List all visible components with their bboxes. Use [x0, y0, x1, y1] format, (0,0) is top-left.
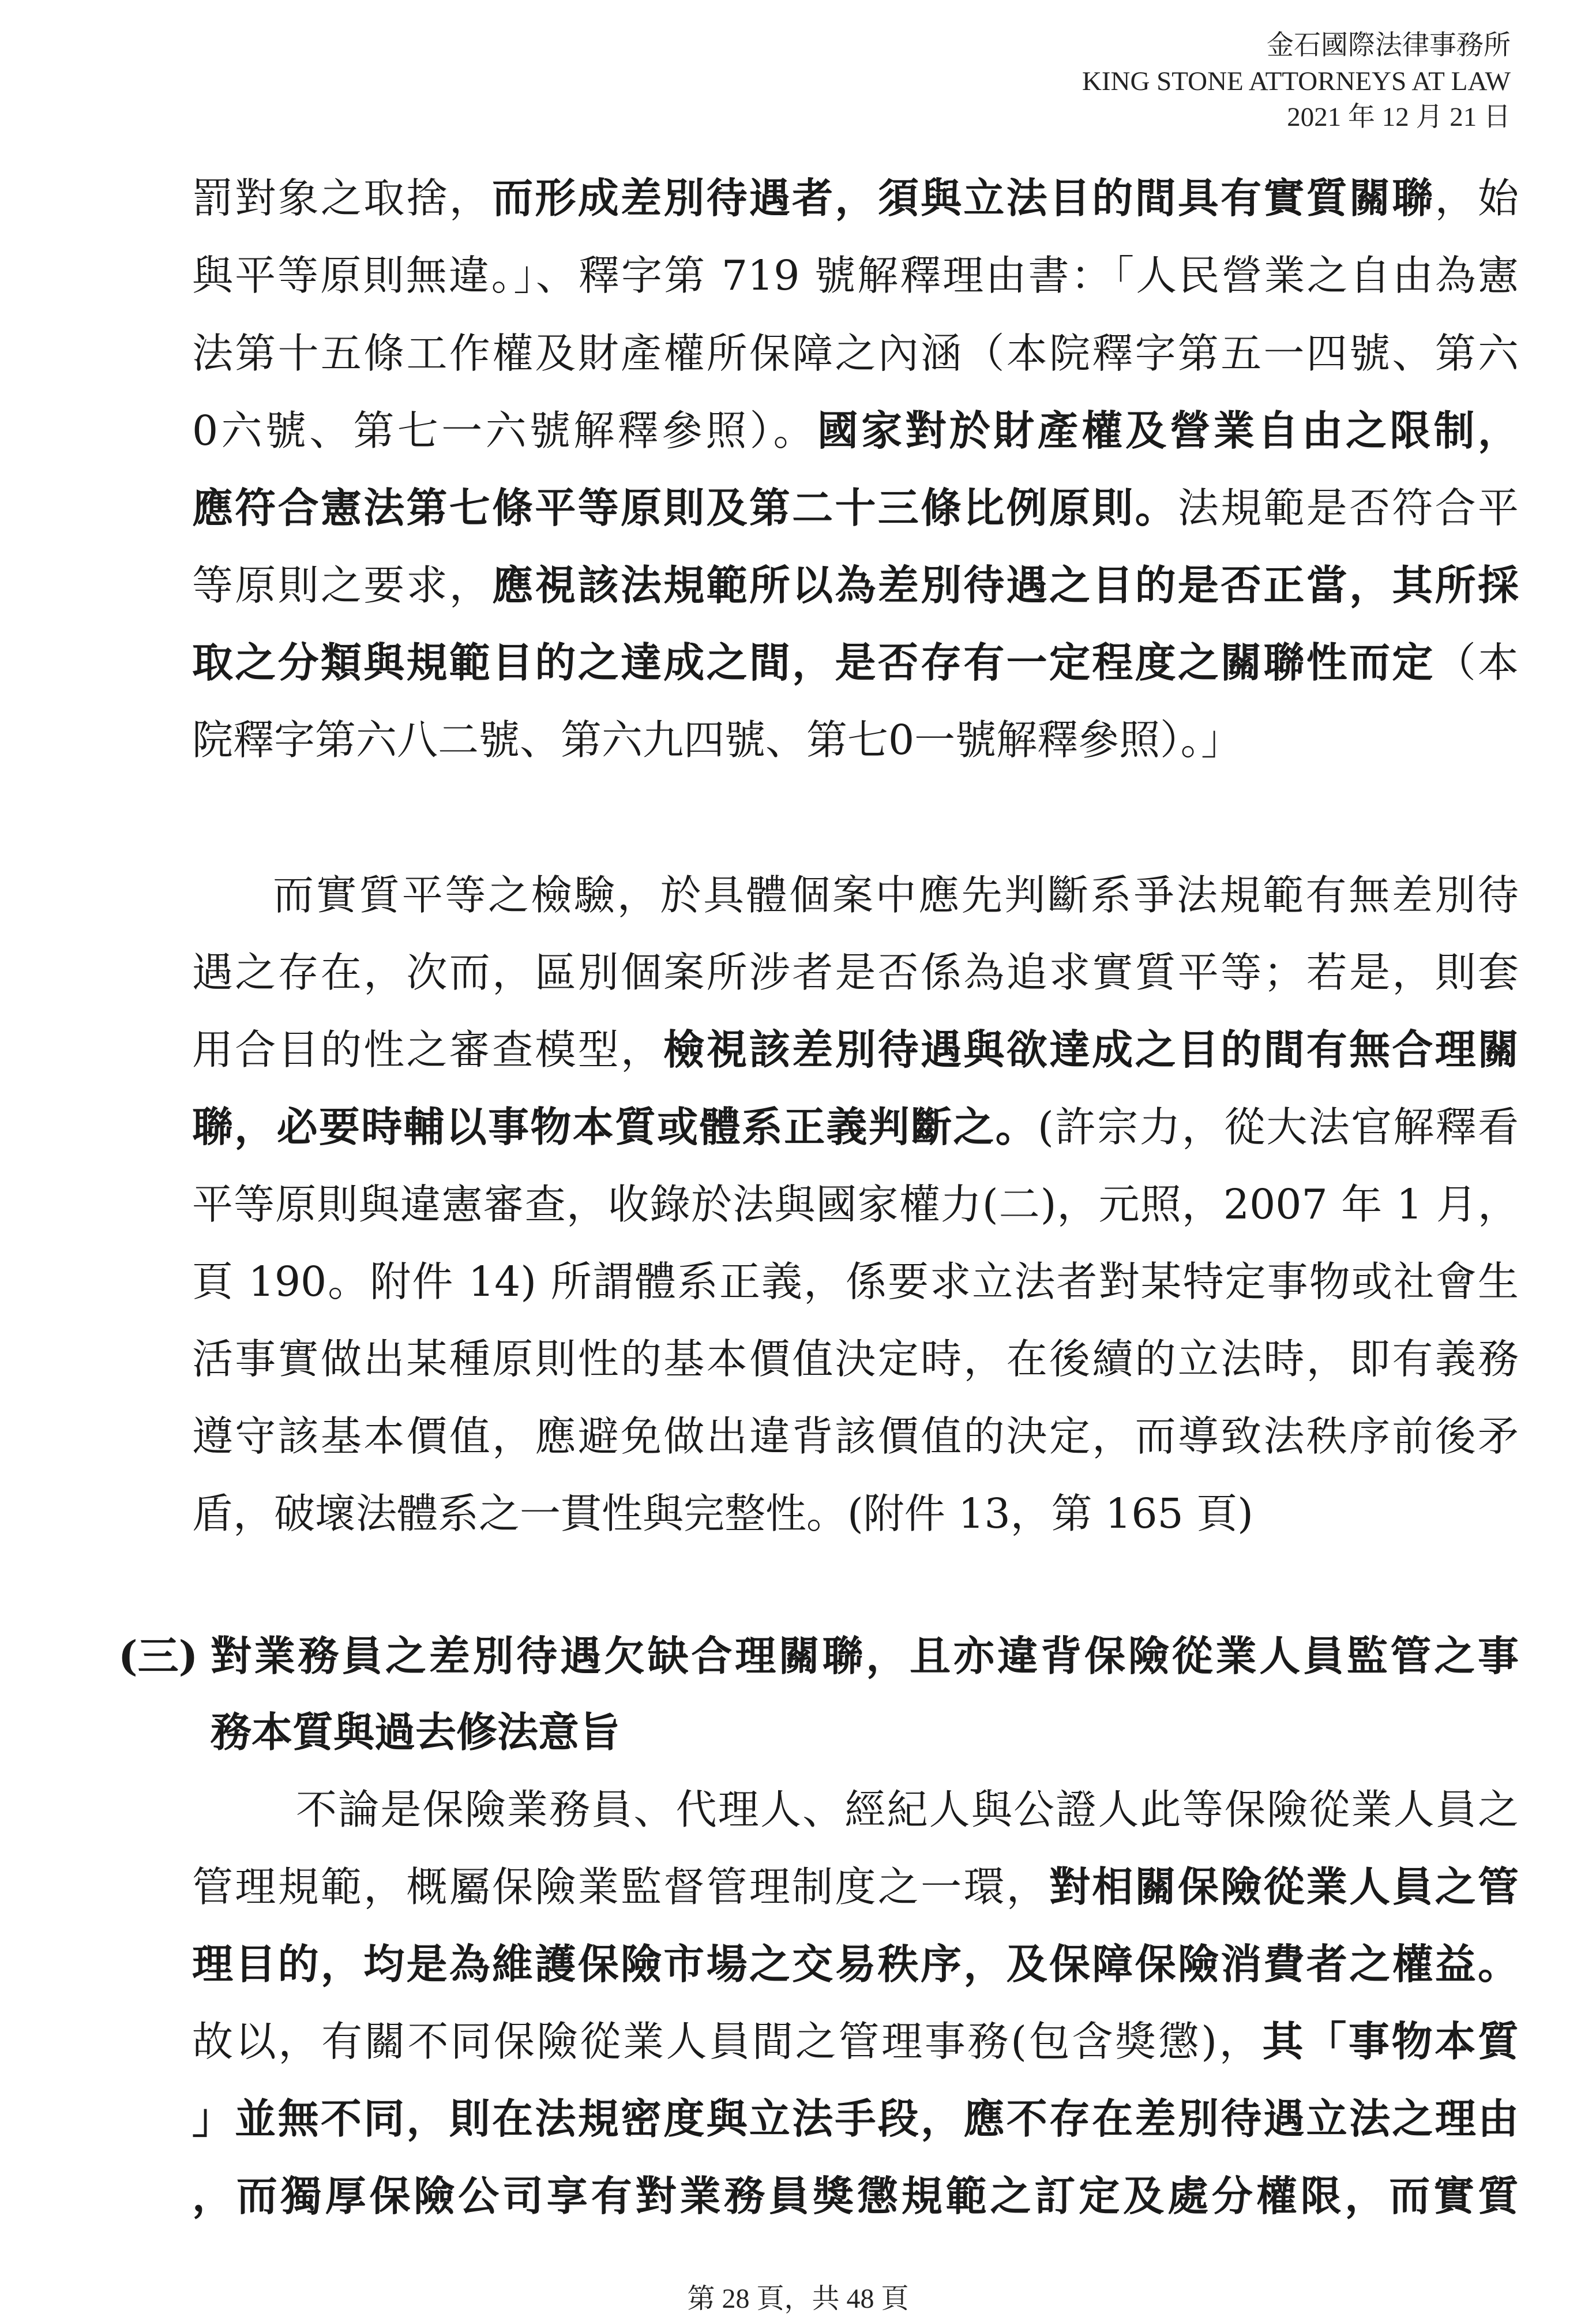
text-line — [192, 1025, 1519, 1074]
text-line — [192, 1180, 1519, 1228]
text-line — [192, 483, 1519, 532]
bold-text: 理目的，均是為維護保險市場之交易秩序，及保障保險消費者之權益。 — [192, 1940, 1519, 1988]
firm-name-en: KING STONE ATTORNEYS AT LAW — [1081, 66, 1511, 96]
text-line — [192, 561, 1519, 609]
text-segment: 法第十五條工作權及財產權所保障之內涵（本院釋字第五一四號、第六 — [192, 329, 1519, 377]
text-segment: 罰對象之取捨， — [192, 174, 493, 222]
bold-text: 檢視該差別待遇與欲達成之目的間有無合理關 — [663, 1025, 1519, 1074]
bold-text: 」並無不同，則在法規密度與立法手段，應不存在差別待遇立法之理由 — [192, 2094, 1519, 2143]
text-line — [192, 252, 1519, 299]
text-line — [192, 948, 1519, 996]
bold-text: 應符合憲法第七條平等原則及第二十三條比例原則。 — [192, 483, 1178, 532]
text-segment: 遵守該基本價值，應避免做出違背該價值的決定，而導致法秩序前後矛 — [192, 1412, 1519, 1460]
text-line — [192, 174, 1519, 222]
text-line — [192, 2094, 1519, 2143]
text-segment: 而實質平等之檢驗，於具體個案中應先判斷系爭法規範有無差別待 — [273, 871, 1519, 919]
text-line — [192, 329, 1519, 377]
bold-text: 應視該法規範所以為差別待遇之目的是否正當，其所採 — [492, 561, 1519, 609]
firm-name-zh: 金石國際法律事務所 — [1267, 31, 1511, 61]
page-number: 第 28 頁，共 48 頁 — [687, 2283, 909, 2314]
text-line — [192, 1490, 1253, 1538]
bold-text: 對相關保險從業人員之管 — [1049, 1862, 1519, 1911]
text-line — [192, 2017, 1519, 2065]
text-segment: 院釋字第六八二號、第六九四號、第七0一號解釋參照）。」 — [192, 716, 1242, 764]
section-title-line1: 對業務員之差別待遇欠缺合理關聯，且亦違背保險從業人員監管之事 — [211, 1632, 1519, 1680]
text-line — [192, 1335, 1519, 1383]
letterhead — [1082, 28, 1511, 135]
text-line — [192, 2172, 1519, 2220]
text-line — [273, 871, 1519, 919]
text-segment: 法規範是否符合平 — [1177, 484, 1519, 532]
text-line — [192, 1940, 1519, 1988]
section-title-line2: 務本質與過去修法意旨 — [211, 1708, 621, 1756]
text-segment: （本 — [1434, 639, 1519, 687]
text-line — [192, 1412, 1519, 1460]
text-segment: 遇之存在，次而，區別個案所涉者是否係為追求實質平等；若是，則套 — [192, 948, 1519, 996]
text-segment: 平等原則與違憲審查，收錄於法與國家權力(二)，元照，2007 年 1 月， — [192, 1180, 1519, 1228]
text-line — [192, 638, 1519, 687]
document-date: 2021 年 12 月 21 日 — [1287, 102, 1511, 132]
text-segment: 盾，破壞法體系之一貫性與完整性。(附件 13，第 165 頁) — [192, 1490, 1253, 1538]
text-line — [192, 1862, 1519, 1911]
bold-text: 取之分類與規範目的之達成之間，是否存有一定程度之關聯性而定 — [192, 638, 1435, 687]
text-segment: 等原則之要求， — [192, 561, 493, 609]
section-number: (三) — [118, 1632, 198, 1680]
text-segment: 不論是保險業務員、代理人、經紀人與公證人此等保險從業人員之 — [296, 1786, 1519, 1833]
text-segment: 管理規範，概屬保險業監督管理制度之一環， — [192, 1863, 1049, 1911]
text-line — [192, 716, 1242, 764]
bold-text: ，而獨厚保險公司享有對業務員獎懲規範之訂定及處分權限，而實質 — [192, 2172, 1519, 2220]
text-line — [192, 406, 1519, 455]
text-line — [192, 1258, 1519, 1306]
text-segment: 故以，有關不同保險從業人員間之管理事務(包含獎懲)， — [192, 2018, 1263, 2065]
text-segment: 0六號、第七一六號解釋參照）。 — [192, 407, 817, 455]
bold-text: 而形成差別待遇者，須與立法目的間具有實質關聯 — [492, 174, 1435, 222]
text-segment: (許宗力，從大法官解釋看 — [1038, 1103, 1519, 1151]
bold-text: 國家對於財產權及營業自由之限制， — [817, 406, 1519, 455]
bold-text: 聯，必要時輔以事物本質或體系正義判斷之。 — [192, 1103, 1038, 1151]
text-line — [296, 1786, 1519, 1833]
text-segment: 用合目的性之審查模型， — [192, 1026, 664, 1074]
text-segment: 活事實做出某種原則性的基本價值決定時，在後續的立法時，即有義務 — [192, 1335, 1519, 1383]
text-segment: 與平等原則無違。」、釋字第 719 號解釋理由書：「人民營業之自由為憲 — [192, 252, 1519, 299]
text-segment: ，始 — [1434, 174, 1519, 222]
text-segment: 頁 190。附件 14) 所謂體系正義，係要求立法者對某特定事物或社會生 — [192, 1258, 1519, 1306]
bold-text: 其「事物本質 — [1262, 2017, 1519, 2065]
text-line — [192, 1103, 1519, 1151]
